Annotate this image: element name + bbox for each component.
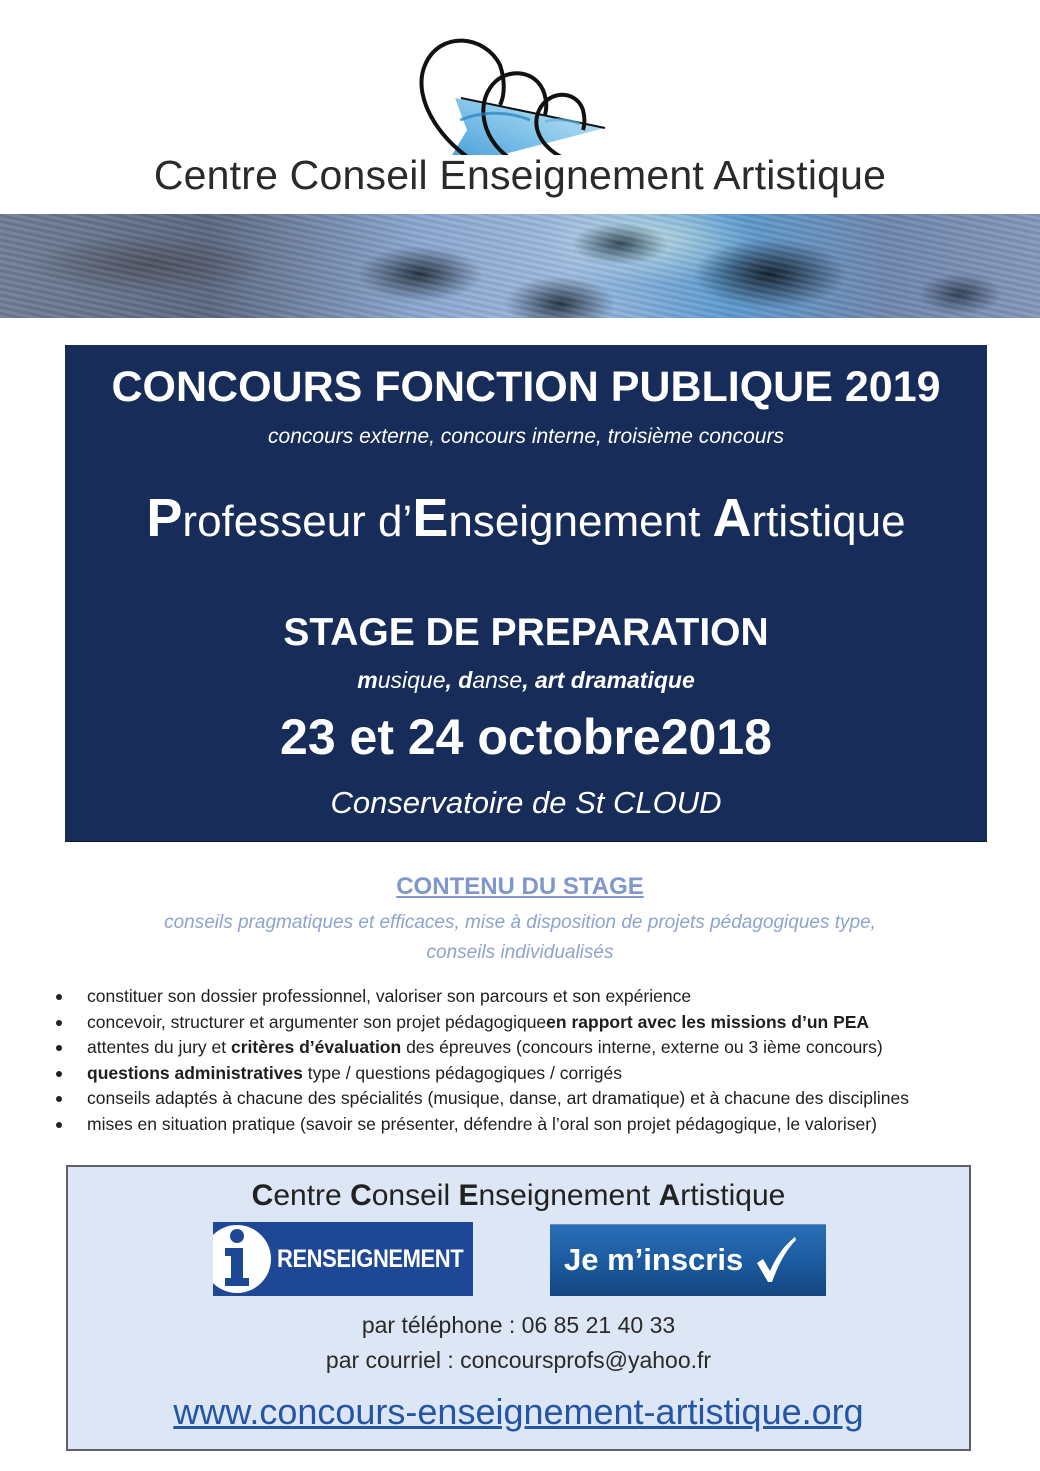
rest-4: rtistique [680,1179,786,1212]
competition-types: concours externe, concours interne, troisième concours [268,425,784,448]
org-title: Centre Conseil Enseignement Artistique [153,152,887,198]
contact-phone: par téléphone : 06 85 21 40 33 [361,1312,676,1338]
pea-cap-a: A [712,488,752,548]
pea-rest-e: nseignement [448,497,713,546]
disc-art: art dramatique [534,667,695,693]
item-bold: critères d’évaluation [230,1037,402,1057]
renseignement-button[interactable] [213,1222,473,1296]
bullet-icon [56,1122,62,1128]
pea-rest-p: rofesseur d’ [182,497,413,546]
rest-1: entre [273,1179,351,1212]
cap-e: E [458,1179,479,1212]
competition-title: CONCOURS FONCTION PUBLIQUE 2019 [111,363,941,411]
pea-title [65,487,987,549]
bullet-icon [56,1071,62,1077]
cap-a: A [658,1179,681,1212]
pea-cap-e: E [412,488,449,548]
disc-sep1: , [445,667,459,693]
pea-rest-a: rtistique [751,497,906,546]
banner-image [0,214,1040,318]
item-text-post: des épreuves (concours interne, externe ou 3 ième concours) [401,1037,883,1057]
item-text: attentes du jury et [87,1037,231,1057]
register-label: Je m’inscris [564,1242,744,1277]
cap-c2: C [350,1179,372,1212]
disc-m-rest: usique [377,667,446,693]
cap-c1: C [251,1179,274,1212]
register-button[interactable] [550,1224,826,1296]
bullet-icon [56,1020,62,1026]
disciplines [65,667,987,694]
checkmark-icon [753,1235,797,1285]
stage-title: STAGE DE PREPARATION [283,611,769,654]
contenu-bullet-list [56,984,1036,1137]
stage-place: Conservatoire de St CLOUD [330,785,722,820]
contact-email: par courriel : concoursprofs@yahoo.fr [325,1347,712,1373]
list-item [56,1061,1036,1087]
item-text: mises en situation pratique (savoir se présenter, défendre à l’oral son projet pédagogique, le valoriser) [87,1113,877,1134]
contenu-desc-line2: conseils individualisés [426,942,614,963]
item-text: constituer son dossier professionnel, valoriser son parcours et son expérience [87,986,692,1006]
contact-box [66,1165,971,1451]
stage-date: 23 et 24 octobre2018 [280,709,772,765]
list-item [56,1035,1036,1061]
contenu-title: CONTENU DU STAGE [396,873,644,900]
list-item [56,1010,1036,1036]
contact-org-title [68,1179,969,1213]
contenu-description [90,908,950,968]
item-text: concevoir, structurer et argumenter son projet pédagogique [87,1011,547,1032]
list-item [56,1112,1036,1138]
item-text: conseils adaptés à chacune des spécialités (musique, danse, art dramatique) et à chacune des disciplines [87,1088,910,1108]
item-bold: questions administratives [87,1062,303,1083]
list-item [56,984,1036,1010]
website-link[interactable]: www.concours-enseignement-artistique.org [173,1391,864,1432]
main-info-box [65,345,987,841]
pea-cap-p: P [146,488,183,548]
disc-d: d [458,667,473,693]
list-item [56,1086,1036,1112]
bullet-icon [56,994,62,1000]
disc-d-rest: anse [472,667,523,693]
contenu-desc-line1: conseils pragmatiques et efficaces, mise à disposition de projets pédagogiques type, [164,912,876,933]
rest-3: nseignement [478,1179,659,1212]
item-text-post: type / questions pédagogiques / corrigés [302,1062,622,1083]
bullet-icon [56,1096,62,1102]
item-bold: en rapport avec les missions d’un PEA [546,1011,870,1032]
renseignement-label: RENSEIGNEMENT [277,1244,464,1273]
rest-2: onseil [371,1179,459,1212]
bullet-icon [56,1045,62,1051]
disc-sep2: , [522,667,535,693]
loops-arrow-logo-icon [405,20,610,155]
info-icon [213,1222,275,1296]
disc-m: m [357,667,378,693]
